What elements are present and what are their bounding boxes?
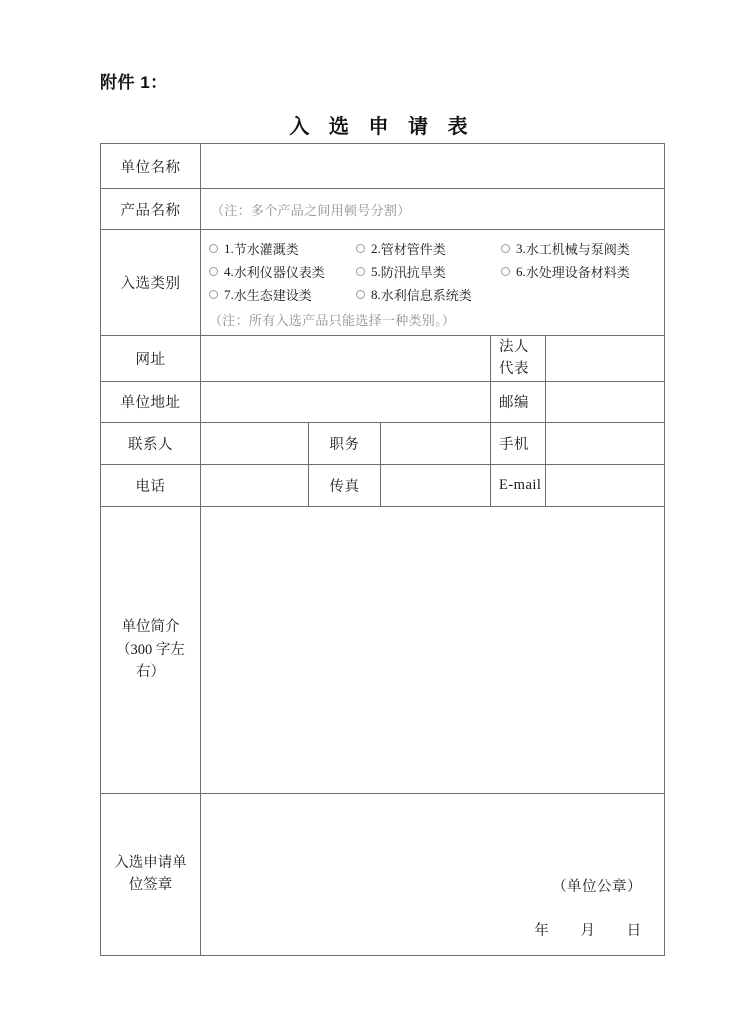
category-option-8-label: 水利信息系统类: [380, 288, 472, 303]
email-field[interactable]: [546, 464, 665, 506]
category-options-cell: [201, 230, 665, 336]
unit-address-field[interactable]: [201, 381, 491, 422]
radio-icon-2[interactable]: [356, 244, 365, 253]
phone-label: 电话: [101, 464, 201, 506]
signature-label-line2: 位签章: [128, 877, 173, 894]
category-option-6[interactable]: [501, 262, 630, 281]
product-name-label: 产品名称: [101, 189, 201, 230]
product-name-hint: （注：多个产品之间用顿号分割）: [211, 202, 411, 218]
radio-icon-6[interactable]: [501, 267, 510, 276]
introduction-label: [101, 506, 201, 793]
category-option-1-label: 节水灌溉类: [233, 242, 299, 257]
radio-icon-7[interactable]: [209, 290, 218, 299]
date-day-label: 日: [626, 923, 643, 940]
website-label: 网址: [101, 336, 201, 382]
date-year-label: 年: [534, 923, 550, 940]
category-option-1[interactable]: [209, 239, 356, 258]
table-row-phone: [101, 464, 665, 506]
category-option-6-label: 水处理设备材料类: [525, 265, 630, 280]
website-field[interactable]: [201, 336, 491, 382]
contact-field[interactable]: [201, 422, 309, 464]
table-row-unit-address: [101, 381, 665, 422]
category-option-5-label: 防汛抗旱类: [380, 265, 446, 280]
radio-icon-8[interactable]: [356, 290, 365, 299]
application-form-table: [100, 143, 665, 956]
category-option-2[interactable]: [356, 239, 501, 258]
product-name-field[interactable]: [201, 189, 665, 230]
category-option-2-label: 管材管件类: [380, 242, 446, 257]
radio-icon-4[interactable]: [209, 267, 218, 276]
category-option-4[interactable]: [209, 262, 356, 281]
table-row-contact: [101, 422, 665, 464]
category-option-3-num: 3.: [516, 240, 526, 256]
table-row-unit-name: [101, 144, 665, 189]
date-line: [534, 919, 642, 940]
signature-label-line1: 入选申请单: [114, 854, 187, 871]
category-option-7-label: 水生态建设类: [233, 288, 312, 303]
category-row-3: [209, 283, 664, 306]
category-option-3[interactable]: [501, 239, 630, 258]
category-label: 入选类别: [101, 230, 201, 336]
position-field[interactable]: [381, 422, 491, 464]
contact-label: 联系人: [101, 422, 201, 464]
fax-field[interactable]: [381, 464, 491, 506]
unit-name-field[interactable]: [201, 144, 665, 189]
category-option-5-num: 5.: [371, 263, 381, 279]
signature-label: [101, 793, 201, 955]
postcode-field[interactable]: [546, 381, 665, 422]
category-option-1-num: 1.: [224, 240, 234, 256]
radio-icon-3[interactable]: [501, 244, 510, 253]
legal-rep-label-line2: 代表: [499, 361, 529, 378]
category-option-7[interactable]: [209, 285, 356, 304]
introduction-label-line2: （300 字左: [116, 641, 185, 658]
category-option-4-num: 4.: [224, 263, 234, 279]
email-label: E-mail: [491, 464, 546, 506]
category-option-8[interactable]: [356, 285, 501, 304]
table-row-category: [101, 230, 665, 336]
introduction-label-line1: 单位简介: [121, 619, 180, 636]
unit-name-label: 单位名称: [101, 144, 201, 189]
category-option-4-label: 水利仪器仪表类: [233, 265, 325, 280]
table-row-product-name: [101, 189, 665, 230]
page-title: 入 选 申 请 表: [289, 116, 475, 138]
category-options-group: [201, 230, 664, 335]
category-note: （注：所有入选产品只能选择一种类别。）: [209, 313, 456, 328]
category-row-2: [209, 260, 664, 283]
seal-and-date-area: [201, 794, 664, 954]
radio-icon-1[interactable]: [209, 244, 218, 253]
legal-rep-label-line1: 法人: [499, 339, 529, 355]
table-row-signature: [101, 793, 665, 955]
radio-icon-5[interactable]: [356, 267, 365, 276]
mobile-field[interactable]: [546, 422, 665, 464]
mobile-label: 手机: [491, 422, 546, 464]
position-label: 职务: [309, 422, 381, 464]
unit-address-label: 单位地址: [101, 381, 201, 422]
table-row-introduction: [101, 506, 665, 793]
category-option-5[interactable]: [356, 262, 501, 281]
legal-rep-field[interactable]: [546, 336, 665, 382]
phone-field[interactable]: [201, 464, 309, 506]
category-option-6-num: 6.: [516, 263, 526, 279]
postcode-label: 邮编: [491, 381, 546, 422]
introduction-field[interactable]: [201, 506, 665, 793]
category-option-3-label: 水工机械与泵阀类: [525, 242, 630, 257]
official-seal-text: （单位公章）: [552, 879, 643, 896]
fax-label: 传真: [309, 464, 381, 506]
category-option-8-num: 8.: [371, 286, 381, 302]
category-option-2-num: 2.: [371, 240, 381, 256]
introduction-label-line3: 右）: [136, 664, 165, 681]
category-option-7-num: 7.: [224, 286, 234, 302]
signature-area[interactable]: [201, 793, 665, 955]
table-row-website: [101, 336, 665, 382]
attachment-label: 附件 1：: [100, 73, 168, 92]
category-row-1: [209, 237, 664, 260]
legal-rep-label: [491, 336, 546, 382]
date-month-label: 月: [580, 923, 596, 940]
